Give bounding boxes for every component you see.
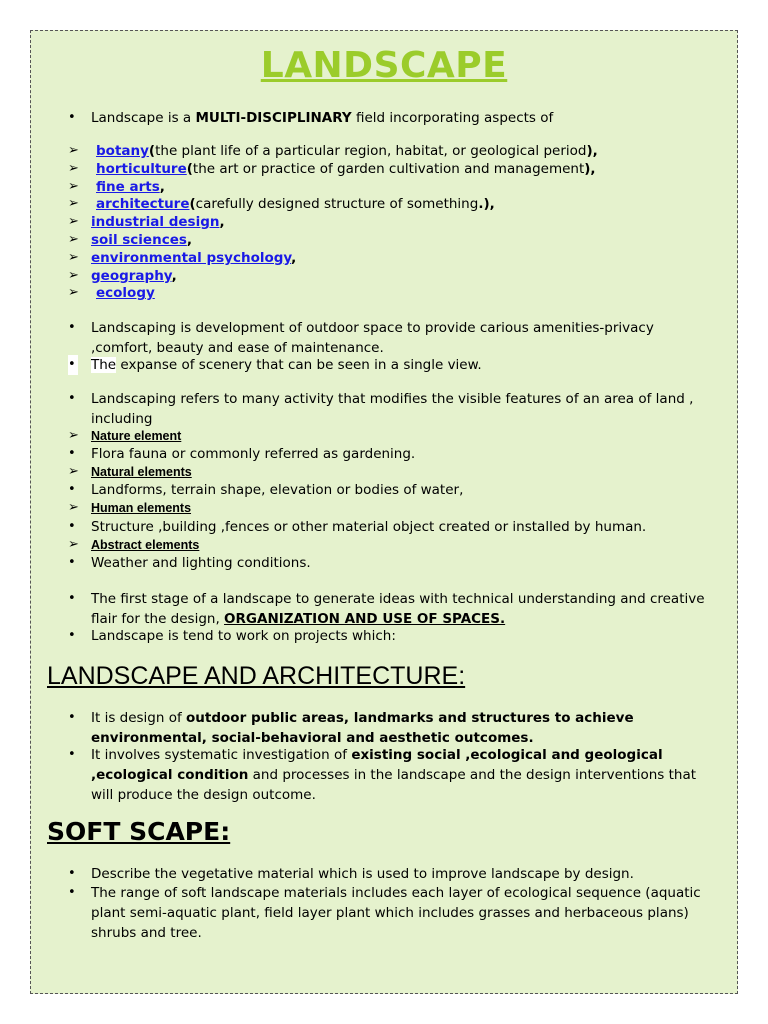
element-desc: Flora fauna or commonly referred as gardening. <box>91 446 416 462</box>
discipline-item <box>96 160 596 178</box>
bullet-icon: • <box>68 110 76 125</box>
discipline-item <box>96 178 165 196</box>
arrow-icon: ➢ <box>68 249 79 265</box>
discipline-separator: ( <box>148 143 156 159</box>
element-heading: Abstract elements <box>91 538 200 552</box>
softscape-bullet-1: Describe the vegetative material which is used to improve landscape by design. <box>91 866 634 882</box>
element-desc: Weather and lighting conditions. <box>91 555 311 571</box>
arrow-icon: ➢ <box>68 160 79 176</box>
bullet-icon: • <box>68 320 76 335</box>
discipline-closing: ), <box>586 143 598 159</box>
discipline-description: the plant life of a particular region, habitat, or geological period <box>155 143 587 159</box>
arrow-icon: ➢ <box>68 500 79 515</box>
element-heading: Nature element <box>91 429 182 443</box>
expanse-text: The expanse of scenery that can be seen in a single view. <box>91 357 482 373</box>
discipline-link[interactable]: botany <box>96 143 149 159</box>
discipline-link[interactable]: environmental psychology <box>91 249 292 266</box>
discipline-separator: , <box>219 214 225 231</box>
arrow-icon: ➢ <box>68 464 79 479</box>
landscaping-definition: Landscaping is development of outdoor space to provide carious amenities-privacy ,comfort, beauty and ease of maintenance. <box>91 320 654 356</box>
discipline-description: carefully designed structure of something <box>195 196 479 213</box>
element-heading: Natural elements <box>91 465 192 479</box>
arrow-icon: ➢ <box>68 267 79 283</box>
section-heading-architecture: LANDSCAPE AND ARCHITECTURE: <box>47 662 466 690</box>
arrow-icon: ➢ <box>68 285 79 301</box>
bullet-icon: • <box>68 482 76 497</box>
bullet-icon: • <box>68 628 76 643</box>
arrow-icon: ➢ <box>68 537 79 552</box>
discipline-link[interactable]: industrial design <box>91 214 220 231</box>
discipline-item <box>96 142 598 160</box>
bullet-icon: • <box>68 446 76 461</box>
discipline-separator: , <box>159 178 165 195</box>
arrow-icon: ➢ <box>68 196 79 212</box>
refers-text: Landscaping refers to many activity that modifies the visible features of an area of land , including <box>91 391 694 427</box>
section-heading-softscape: SOFT SCAPE: <box>47 817 231 846</box>
bullet-icon: • <box>68 555 76 570</box>
document-page <box>30 30 738 994</box>
architecture-bullet-1: It is design of outdoor public areas, landmarks and structures to achieve environmental, social-behavioral and aesthetic outcomes. <box>91 710 634 746</box>
discipline-item <box>91 249 296 267</box>
discipline-separator: , <box>186 232 193 248</box>
bullet-icon: • <box>68 866 76 881</box>
discipline-item <box>96 284 155 302</box>
element-desc: Structure ,building ,fences or other material object created or installed by human. <box>91 519 647 535</box>
discipline-closing: .), <box>478 196 495 213</box>
discipline-item <box>91 231 192 249</box>
arrow-icon: ➢ <box>68 214 79 230</box>
discipline-link[interactable]: geography <box>91 267 172 284</box>
arrow-icon: ➢ <box>68 143 79 158</box>
discipline-link[interactable]: architecture <box>96 196 190 213</box>
discipline-item <box>91 267 177 285</box>
discipline-separator: ( <box>189 196 196 213</box>
bullet-icon: • <box>68 885 76 900</box>
discipline-link[interactable]: horticulture <box>96 160 187 177</box>
bullet-icon: • <box>68 591 76 606</box>
discipline-link[interactable]: fine arts <box>96 178 160 195</box>
bullet-icon: • <box>68 391 76 406</box>
arrow-icon: ➢ <box>68 178 79 194</box>
discipline-item <box>96 195 495 213</box>
page-title: LANDSCAPE <box>260 45 508 86</box>
first-stage-text: The first stage of a landscape to generate ideas with technical understanding and creative flair for the design, ORGANIZATION AND USE OF SPACES. <box>91 591 705 627</box>
arrow-icon: ➢ <box>68 428 79 443</box>
discipline-link[interactable]: ecology <box>96 285 155 302</box>
bullet-icon: • <box>68 355 78 375</box>
arrow-icon: ➢ <box>68 232 79 247</box>
architecture-bullet-2: It involves systematic investigation of existing social ,ecological and geological ,ecological condition and processes in the landscape and the design interventions that will produce the design outcome. <box>91 747 697 803</box>
discipline-link[interactable]: soil sciences <box>91 232 187 248</box>
tend-text: Landscape is tend to work on projects which: <box>91 628 396 644</box>
discipline-separator: , <box>171 267 177 284</box>
discipline-separator: , <box>291 249 297 266</box>
discipline-closing: ), <box>584 160 596 177</box>
element-heading: Human elements <box>91 501 192 515</box>
bullet-icon: • <box>68 710 76 725</box>
softscape-bullet-2: The range of soft landscape materials includes each layer of ecological sequence (aquatic plant semi-aquatic plant, field layer plant which includes grasses and herbaceous plans) shrubs and tree. <box>91 885 701 941</box>
element-desc: Landforms, terrain shape, elevation or bodies of water, <box>91 482 464 498</box>
discipline-separator: ( <box>186 160 193 177</box>
bullet-icon: • <box>68 519 76 534</box>
discipline-item <box>91 213 225 231</box>
intro-text: Landscape is a MULTI-DISCIPLINARY field incorporating aspects of <box>91 110 554 126</box>
bullet-icon: • <box>68 747 76 762</box>
discipline-description: the art or practice of garden cultivation and management <box>192 160 585 177</box>
